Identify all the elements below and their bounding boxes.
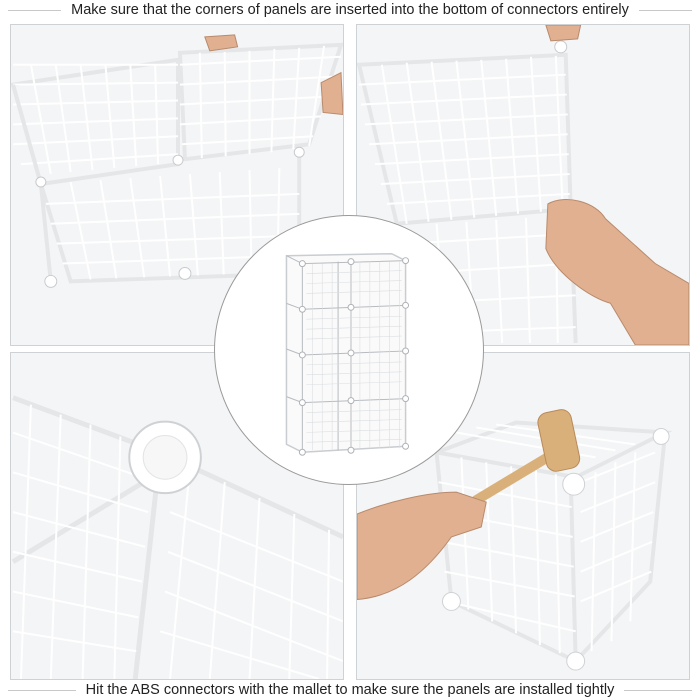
abs-connector — [129, 422, 201, 494]
hand-right — [321, 73, 343, 115]
top-caption-text: Make sure that the corners of panels are inserted into the bottom of connectors entirely — [71, 2, 629, 18]
bottom-caption-text: Hit the ABS connectors with the mallet to make sure the panels are installed tightly — [85, 682, 615, 698]
hand-pressing — [546, 200, 689, 345]
assembled-cube-inset — [214, 215, 484, 485]
caption-rule-right — [639, 10, 692, 11]
top-caption — [0, 0, 700, 20]
hand-top — [546, 25, 581, 41]
caption-rule-left — [8, 10, 61, 11]
caption-rule-left — [8, 690, 76, 691]
assembled-storage-cube — [215, 216, 483, 484]
caption-rule-right — [624, 690, 692, 691]
bottom-caption — [0, 680, 700, 700]
